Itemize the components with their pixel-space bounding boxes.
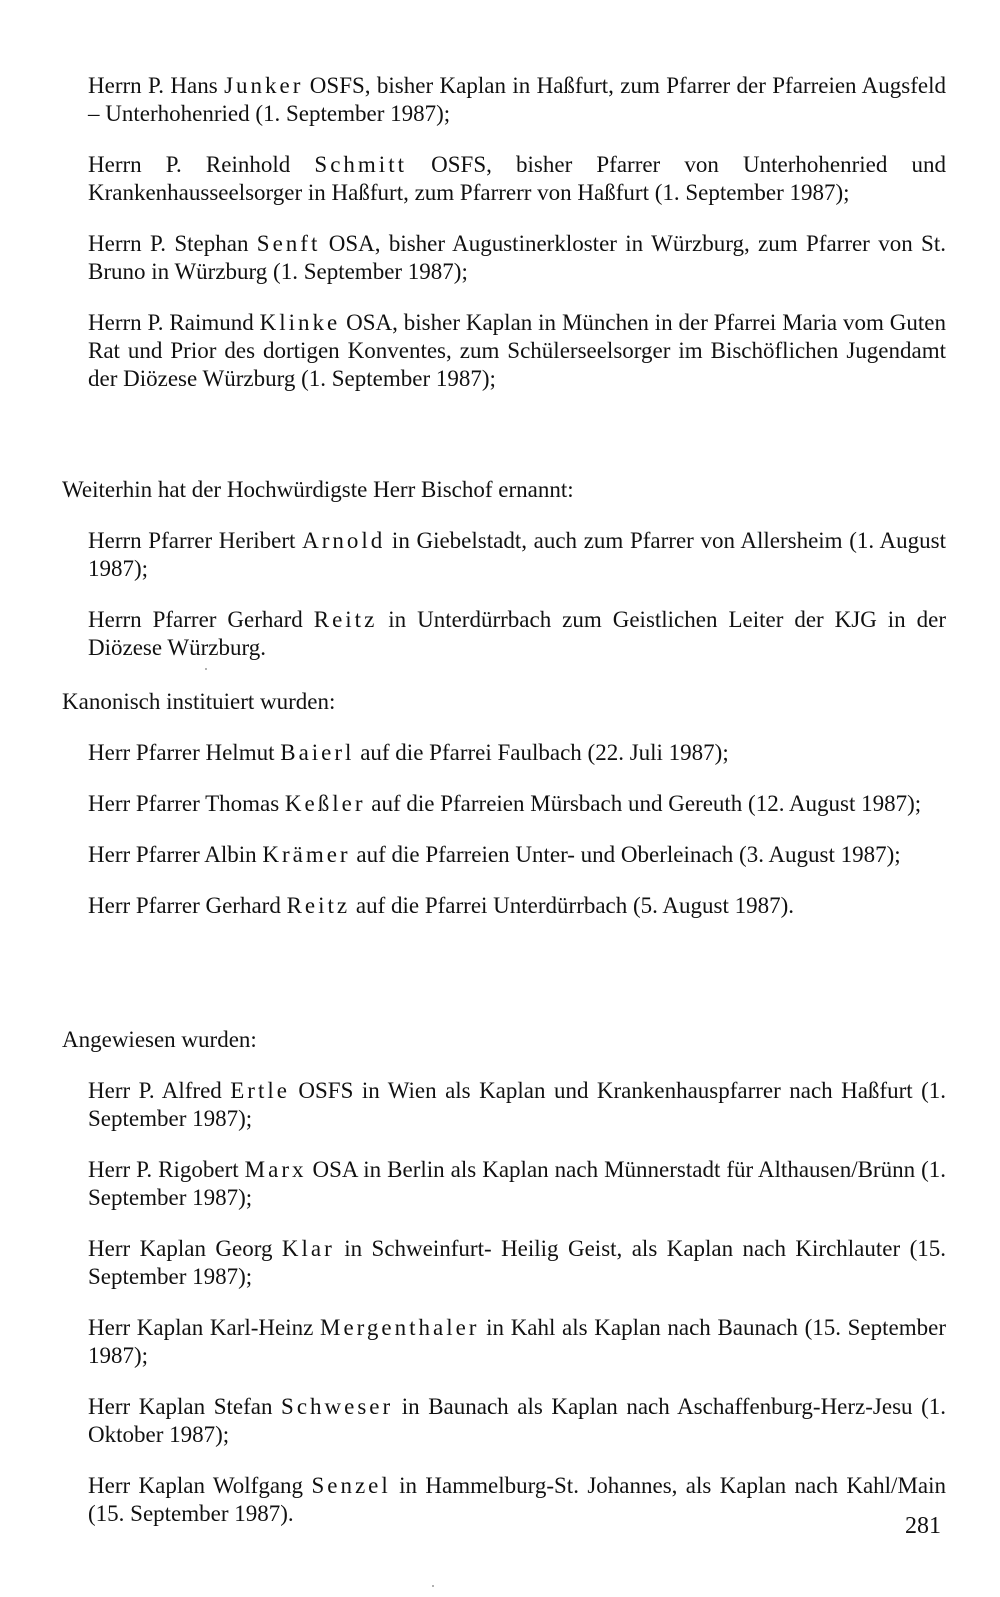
- person-name: Reitz: [286, 893, 351, 918]
- section-appointments: [0, 72, 1000, 405]
- section-heading: Weiterhin hat der Hochwürdigste Herr Bischof ernannt:: [62, 477, 574, 502]
- institution-entry: Herr Pfarrer Albin Krämer auf die Pfarreien Unter- und Oberleinach (3. August 1987);: [88, 842, 901, 867]
- assignment-entry: Herr Kaplan Karl-Heinz Mergenthaler in Kahl als Kaplan nach Baunach (15. September 1987);: [88, 1315, 947, 1368]
- person-name: Klinke: [259, 310, 341, 335]
- person-name: Reitz: [313, 607, 378, 632]
- person-name: Ertle: [230, 1078, 290, 1103]
- assignment-entry: Herr P. Rigobert Marx OSA in Berlin als Kaplan nach Münnerstadt für Althausen/Brünn (1. September 1987);: [88, 1157, 947, 1210]
- institution-entry: Herr Pfarrer Gerhard Reitz auf die Pfarrei Unterdürrbach (5. August 1987).: [88, 893, 795, 918]
- section-assignments: [0, 1026, 1000, 1540]
- person-name: Arnold: [302, 528, 386, 553]
- person-name: Baierl: [280, 740, 355, 765]
- appointment-entry: Herrn P. Reinhold Schmitt OSFS, bisher Pfarrer von Unterhohenried und Krankenhausseelsorger in Haßfurt, zum Pfarrerr von Haßfurt (1. September 1987);: [88, 152, 947, 205]
- appointment-entry: Herrn P. Raimund Klinke OSA, bisher Kaplan in München in der Pfarrei Maria vom Guten Rat und Prior des dortigen Konventes, zum Schülerseelsorger im Bischöflichen Jugendamt der Diözese Würzburg (1. September 1987);: [88, 310, 946, 391]
- person-name: Senzel: [311, 1473, 391, 1498]
- person-name: Marx: [244, 1157, 307, 1182]
- assignment-entry: Herr P. Alfred Ertle OSFS in Wien als Kaplan und Krankenhauspfarrer nach Haßfurt (1. September 1987);: [88, 1078, 946, 1131]
- person-name: Krämer: [262, 842, 351, 867]
- person-name: Schweser: [281, 1394, 394, 1419]
- assignment-entry: Herr Kaplan Wolfgang Senzel in Hammelburg-St. Johannes, als Kaplan nach Kahl/Main (15. September 1987).: [88, 1473, 946, 1526]
- section-heading: Kanonisch instituiert wurden:: [62, 689, 336, 714]
- section-heading: Angewiesen wurden:: [62, 1027, 257, 1052]
- person-name: Senft: [256, 231, 321, 256]
- person-name: Klar: [281, 1236, 335, 1261]
- appointment-entry: Herrn Pfarrer Heribert Arnold in Giebelstadt, auch zum Pfarrer von Allersheim (1. August 1987);: [88, 528, 946, 581]
- institution-entry: Herr Pfarrer Helmut Baierl auf die Pfarrei Faulbach (22. Juli 1987);: [88, 740, 729, 765]
- appointment-entry: Herrn P. Hans Junker OSFS, bisher Kaplan in Haßfurt, zum Pfarrer der Pfarreien Augsfeld – Unterhohenried (1. September 1987);: [88, 73, 946, 126]
- person-name: Keßler: [284, 791, 366, 816]
- person-name: Junker: [224, 73, 304, 98]
- section-further-appointments: [0, 476, 1000, 674]
- appointment-entry: Herrn P. Stephan Senft OSA, bisher Augustinerkloster in Würzburg, zum Pfarrer von St. Bruno in Würzburg (1. September 1987);: [88, 231, 946, 284]
- person-name: Mergenthaler: [320, 1315, 480, 1340]
- assignment-entry: Herr Kaplan Stefan Schweser in Baunach als Kaplan nach Aschaffenburg-Herz-Jesu (1. Oktober 1987);: [88, 1394, 947, 1447]
- scan-speck: [205, 668, 207, 670]
- scan-speck: [432, 1585, 434, 1587]
- appointment-entry: Herrn Pfarrer Gerhard Reitz in Unterdürrbach zum Geistlichen Leiter der KJG in der Diözese Würzburg.: [88, 607, 947, 660]
- institution-entry: Herr Pfarrer Thomas Keßler auf die Pfarreien Mürsbach und Gereuth (12. August 1987);: [88, 791, 922, 816]
- assignment-entry: Herr Kaplan Georg Klar in Schweinfurt- Heilig Geist, als Kaplan nach Kirchlauter (15. September 1987);: [88, 1236, 946, 1289]
- page-number: 281: [905, 1513, 941, 1539]
- section-canonical-institution: [0, 688, 1000, 932]
- person-name: Schmitt: [314, 152, 407, 177]
